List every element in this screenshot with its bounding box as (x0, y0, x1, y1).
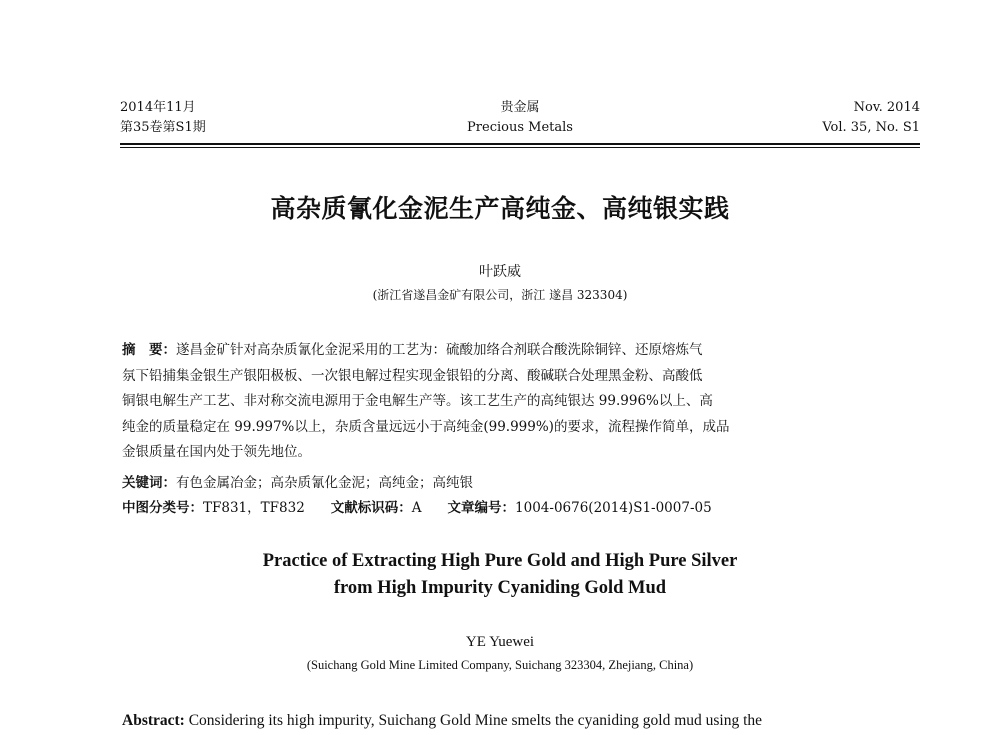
abstract-cn-line: 氛下铅捕集金银生产银阳极板、一次银电解过程实现金银铅的分离、酸碱联合处理黑金粉、高酸低 (122, 367, 703, 384)
author-en: YE Yuewei (465, 634, 535, 650)
header-rule-thick (120, 143, 920, 145)
affiliation-cn: (浙江省遂昌金矿有限公司，浙江 遂昌 323304) (372, 288, 628, 302)
abstract-cn-label: 摘 要： (122, 342, 176, 358)
abstract-cn-line: 金银质量在国内处于领先地位。 (122, 444, 311, 460)
clc-value: TF831，TF832 (203, 500, 305, 516)
abstract-en-text: Considering its high impurity, Suichang Gold Mine smelts the cyaniding gold mud using the (188, 712, 763, 729)
header-volume-cn: 第35卷第S1期 (120, 120, 206, 135)
author-cn: 叶跃威 (479, 264, 521, 280)
paper-title-en-line: from High Impurity Cyaniding Gold Mud (333, 578, 667, 598)
article-no-value: 1004-0676(2014)S1-0007-05 (515, 500, 712, 516)
paper-title-en (0, 548, 1000, 602)
header-date: 2014年11月 (120, 100, 196, 115)
paper-title-en-line: Practice of Extracting High Pure Gold and High Pure Silver (262, 551, 738, 571)
affiliation-en: (Suichang Gold Mine Limited Company, Suichang 323304, Zhejiang, China) (306, 658, 694, 672)
classification-line (122, 497, 892, 519)
article-no-label: 文章编号： (447, 500, 516, 516)
running-header (120, 98, 920, 144)
abstract-cn-line: 纯金的质量稳定在 99.997%以上，杂质含量远远小于高纯金(99.999%)的要求，流程操作简单，成品 (122, 418, 730, 435)
header-rule-thin (120, 147, 920, 148)
keywords-cn (122, 472, 892, 494)
abstract-cn (122, 338, 880, 466)
paper-title-cn: 高杂质氰化金泥生产高纯金、高纯银实践 (270, 194, 730, 223)
header-date-en: Nov. 2014 (853, 100, 920, 115)
keywords-cn-text: 有色金属冶金；高杂质氰化金泥；高纯金；高纯银 (176, 475, 473, 491)
keywords-cn-label: 关键词： (122, 475, 176, 491)
journal-name-en: Precious Metals (467, 120, 573, 135)
header-volume-en: Vol. 35, No. S1 (822, 120, 920, 135)
clc-label: 中图分类号： (122, 500, 203, 516)
journal-name-cn: 贵金属 (500, 100, 540, 115)
abstract-cn-line: 铜银电解生产工艺、非对称交流电源用于金电解生产等。该工艺生产的高纯银达 99.996%以上、高 (122, 393, 713, 409)
header-journal-name (120, 98, 920, 138)
abstract-cn-line (122, 338, 880, 364)
abstract-cn-text: 遂昌金矿针对高杂质氰化金泥采用的工艺为：硫酸加络合剂联合酸洗除铜锌、还原熔炼气 (176, 342, 703, 358)
header-date-volume-en (822, 98, 920, 138)
abstract-en (122, 710, 892, 732)
doc-code-value: A (411, 500, 422, 516)
abstract-en-label: Abstract: (122, 712, 185, 729)
doc-code-label: 文献标识码： (330, 500, 412, 516)
